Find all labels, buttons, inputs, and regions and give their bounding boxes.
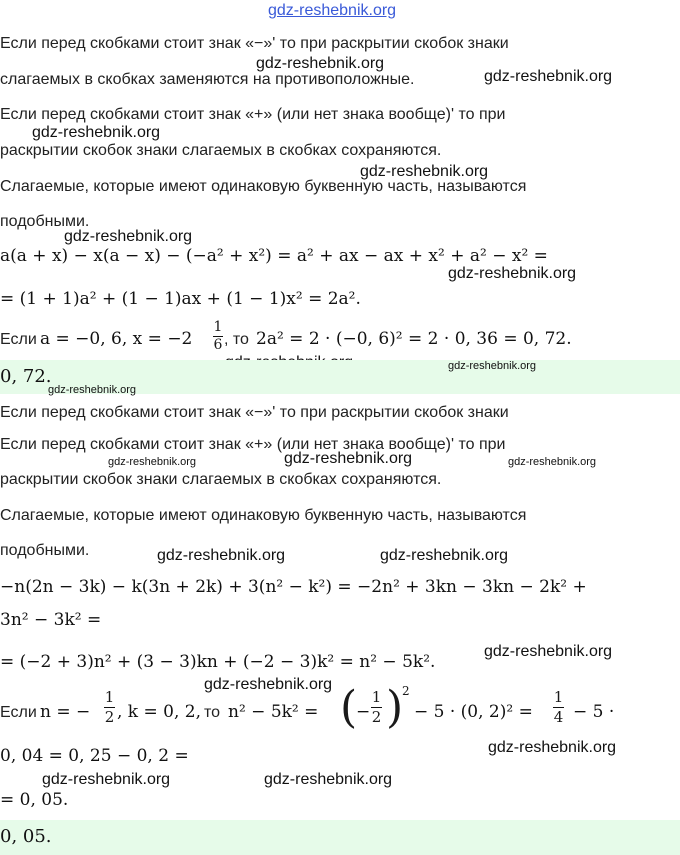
watermark: gdz-reshebnik.org <box>484 643 613 660</box>
fraction-denominator: 2 <box>104 708 115 726</box>
fraction-numerator: 1 <box>553 688 564 706</box>
rule-plus-line-1: Если перед скобками стоит знак «+» (или нет знака вообще)' то при <box>0 436 506 453</box>
similar-terms-line-2: подобными. <box>0 213 90 230</box>
substitution-line <box>0 684 680 740</box>
answer-value: 0, 72. <box>0 366 52 387</box>
watermark: gdz-reshebnik.org <box>32 124 161 141</box>
watermark: gdz-reshebnik.org <box>284 450 413 467</box>
fraction-numerator: 1 <box>213 319 223 335</box>
fraction-numerator: 1 <box>371 688 382 706</box>
variable-values: a = −0, 6, x = −2 <box>40 329 193 349</box>
expression-line-1: −n(2n − 3k) − k(3n + 2k) + 3(n² − k²) = −2n² + 3kn − 3kn − 2k² + <box>0 577 587 597</box>
expression-line-2: = (1 + 1)a² + (1 − 1)ax + (1 − 1)x² = 2a². <box>0 289 361 309</box>
rule-plus-line-2: раскрытии скобок знаки слагаемых в скобках сохраняются. <box>0 142 442 159</box>
watermark: gdz-reshebnik.org <box>484 68 613 85</box>
fraction-denominator: 6 <box>213 337 223 353</box>
if-label: Если <box>0 331 37 348</box>
calculation-line-3: = 0, 05. <box>0 790 69 810</box>
watermark: gdz-reshebnik.org <box>204 676 333 693</box>
then-label: , то <box>224 331 249 348</box>
k-value: , k = 0, 2, <box>117 702 202 722</box>
answer-value: 0, 05. <box>0 826 52 847</box>
rule-minus-line-1: Если перед скобками стоит знак «−»' то при раскрытии скобок знаки <box>0 35 509 52</box>
substitution-calc: 2a² = 2 · (−0, 6)² = 2 · 0, 36 = 0, 72. <box>256 329 572 349</box>
fraction-one-half <box>371 688 382 727</box>
fraction-denominator: 4 <box>553 708 564 726</box>
fraction-one-quarter <box>553 688 564 727</box>
rule-minus-line-2: слагаемых в скобках заменяются на противоположные. <box>0 71 415 88</box>
n-value: n = − <box>40 702 91 722</box>
fraction-numerator: 1 <box>104 688 115 706</box>
substitution-tail: − 5 · <box>573 702 615 722</box>
expression-line-3: = (−2 + 3)n² + (3 − 3)kn + (−2 − 3)k² = n² − 5k². <box>0 652 436 672</box>
paren-open: ( <box>340 682 358 733</box>
watermark: gdz-reshebnik.org <box>488 739 617 756</box>
inner-minus: − <box>356 702 371 722</box>
then-label: то <box>204 704 221 721</box>
similar-terms-line-1: Слагаемые, которые имеют одинаковую буквенную часть, называются <box>0 178 527 195</box>
similar-terms-line-2: подобными. <box>0 542 90 559</box>
expression-line-1: a(a + x) − x(a − x) − (−a² + x²) = a² + ax − ax + x² + a² − x² = <box>0 246 548 266</box>
watermark: gdz-reshebnik.org <box>42 771 171 788</box>
fraction-denominator: 2 <box>371 708 382 726</box>
watermark: gdz-reshebnik.org <box>380 547 509 564</box>
expression-line-2: 3n² − 3k² = <box>0 610 102 630</box>
paren-close: ) <box>386 682 404 733</box>
watermark: gdz-reshebnik.org <box>64 228 193 245</box>
fraction-one-half <box>104 688 115 727</box>
answer-box-1 <box>0 360 680 394</box>
rule-plus-line-1: Если перед скобками стоит знак «+» (или нет знака вообще)' то при <box>0 106 506 123</box>
watermark: gdz-reshebnik.org <box>360 163 489 180</box>
watermark: gdz-reshebnik.org <box>508 456 597 468</box>
calculation-line-2: 0, 04 = 0, 25 − 0, 2 = <box>0 746 189 766</box>
rule-minus-line-1: Если перед скобками стоит знак «−»' то при раскрытии скобок знаки <box>0 404 509 421</box>
watermark: gdz-reshebnik.org <box>48 384 137 396</box>
substituted-expression: n² − 5k² = <box>228 702 319 722</box>
if-label: Если <box>0 704 37 721</box>
watermark: gdz-reshebnik.org <box>157 547 286 564</box>
site-header-link[interactable]: gdz-reshebnik.org <box>268 2 397 19</box>
watermark: gdz-reshebnik.org <box>264 771 393 788</box>
watermark: gdz-reshebnik.org <box>448 360 537 372</box>
watermark: gdz-reshebnik.org <box>448 265 577 282</box>
answer-box-2 <box>0 820 680 855</box>
rule-plus-line-2: раскрытии скобок знаки слагаемых в скобках сохраняются. <box>0 471 442 488</box>
similar-terms-line-1: Слагаемые, которые имеют одинаковую буквенную часть, называются <box>0 507 527 524</box>
fraction-one-sixth <box>213 319 223 354</box>
exponent: 2 <box>402 684 410 698</box>
watermark: gdz-reshebnik.org <box>108 456 197 468</box>
watermark: gdz-reshebnik.org <box>256 55 385 72</box>
substitution-middle: − 5 · (0, 2)² = <box>414 702 533 722</box>
